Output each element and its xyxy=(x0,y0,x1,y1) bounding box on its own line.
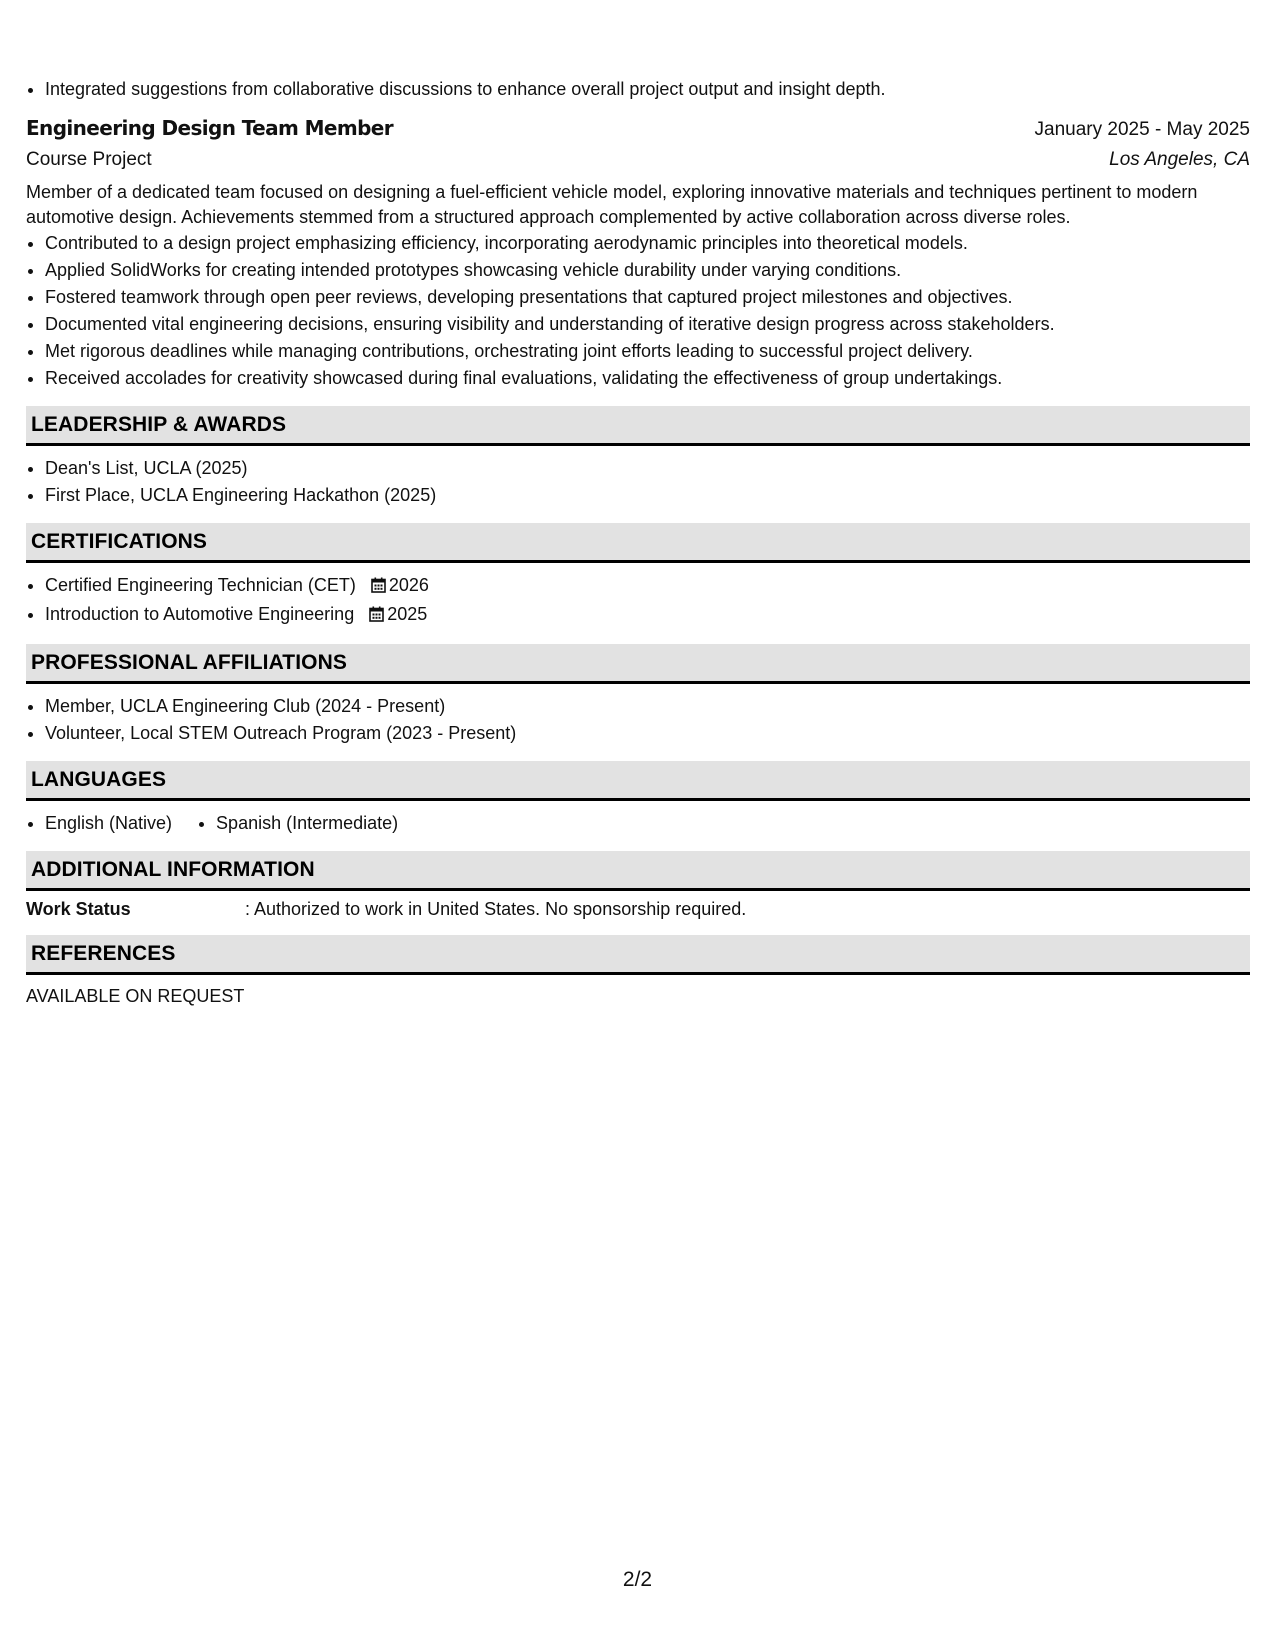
list-item: • Met rigorous deadlines while managing contributions, orchestrating joint efforts leading to successful project delivery. xyxy=(45,338,1250,365)
list-item: • Integrated suggestions from collaborative discussions to enhance overall project output and insight depth. xyxy=(45,76,1250,103)
calendar-icon xyxy=(371,574,386,601)
list-item: • Fostered teamwork through open peer reviews, developing presentations that captured project milestones and objectives. xyxy=(45,284,1250,311)
additional-info-section xyxy=(26,851,1250,921)
references-section xyxy=(26,935,1250,1008)
work-status-label: Work Status xyxy=(26,899,131,919)
calendar-icon xyxy=(369,603,384,630)
certification-item xyxy=(45,572,1250,601)
section-heading-references: REFERENCES xyxy=(26,935,1250,975)
resume-page xyxy=(26,76,1250,1008)
language-item: • Spanish (Intermediate) xyxy=(216,810,398,837)
previous-entry-bullets xyxy=(26,76,1250,103)
languages-section xyxy=(26,761,1250,837)
section-heading-certifications: CERTIFICATIONS xyxy=(26,523,1250,563)
job-description: Member of a dedicated team focused on designing a fuel-efficient vehicle model, exploring innovative materials and techniques pertinent to modern automotive design. Achievements stemmed from a structured approach complemented by active collaboration across diverse roles. xyxy=(26,182,1198,227)
certification-year: 2025 xyxy=(387,604,428,624)
section-heading-additional-info: ADDITIONAL INFORMATION xyxy=(26,851,1250,891)
certifications-list xyxy=(26,572,1250,630)
references-text: AVAILABLE ON REQUEST xyxy=(26,986,245,1006)
page-number: 2/2 xyxy=(622,1568,653,1591)
section-heading-affiliations: PROFESSIONAL AFFILIATIONS xyxy=(26,644,1250,684)
certification-year: 2026 xyxy=(388,575,429,595)
certification-name: Certified Engineering Technician (CET) xyxy=(45,575,356,595)
list-item: • Received accolades for creativity showcased during final evaluations, validating the effectiveness of group undertakings. xyxy=(45,365,1250,392)
certification-item xyxy=(45,601,1250,630)
job-header xyxy=(26,116,1250,141)
languages-list xyxy=(26,810,1250,837)
certifications-section xyxy=(26,523,1250,630)
section-heading-leadership: LEADERSHIP & AWARDS xyxy=(26,406,1250,446)
affiliations-list xyxy=(26,693,1250,747)
job-location: Los Angeles, CA xyxy=(1109,149,1250,170)
list-item: • First Place, UCLA Engineering Hackathon (2025) xyxy=(45,482,1250,509)
job-organization: Course Project xyxy=(26,149,152,170)
list-item: • Member, UCLA Engineering Club (2024 - Present) xyxy=(45,693,1250,720)
leadership-section xyxy=(26,406,1250,509)
work-status-row xyxy=(26,891,1250,921)
job-subheader xyxy=(26,149,1250,171)
list-item: • Contributed to a design project emphasizing efficiency, incorporating aerodynamic principles into theoretical models. xyxy=(45,230,1250,257)
experience-entry xyxy=(26,116,1250,392)
list-item: • Applied SolidWorks for creating intended prototypes showcasing vehicle durability under varying conditions. xyxy=(45,257,1250,284)
leadership-list xyxy=(26,455,1250,509)
list-item: • Volunteer, Local STEM Outreach Program (2023 - Present) xyxy=(45,720,1250,747)
affiliations-section xyxy=(26,644,1250,747)
job-dates: January 2025 - May 2025 xyxy=(1034,119,1250,140)
section-heading-languages: LANGUAGES xyxy=(26,761,1250,801)
language-item: • English (Native) xyxy=(45,810,172,837)
job-title: Engineering Design Team Member xyxy=(26,116,394,140)
list-item: • Documented vital engineering decisions, ensuring visibility and understanding of iterative design progress across stakeholders. xyxy=(45,311,1250,338)
certification-name: Introduction to Automotive Engineering xyxy=(45,604,355,624)
list-item: • Dean's List, UCLA (2025) xyxy=(45,455,1250,482)
work-status-value: : Authorized to work in United States. No sponsorship required. xyxy=(245,899,747,919)
job-bullets xyxy=(26,230,1250,392)
